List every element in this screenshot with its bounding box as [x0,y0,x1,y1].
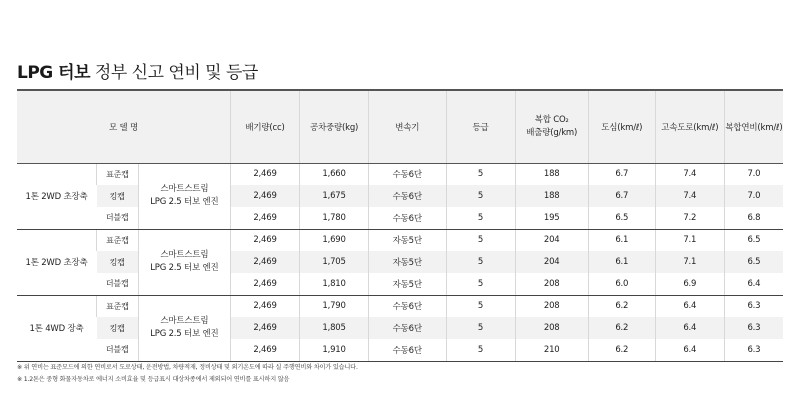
co2-cell: 195 [515,207,588,229]
table-row [17,163,783,185]
highway-cell: 6.4 [655,295,724,317]
displacement-cell: 2,469 [230,185,299,207]
grade-cell: 5 [446,185,515,207]
fuel-economy-table [17,89,783,362]
weight-cell: 1,780 [300,207,369,229]
co2-cell: 188 [515,163,588,185]
grade-cell: 5 [446,339,515,361]
header-combined: 복합연비(km/ℓ) [724,90,783,163]
city-cell: 6.0 [588,273,655,295]
highway-cell: 6.4 [655,339,724,361]
highway-cell: 7.1 [655,251,724,273]
footnote: ※ 1.2톤은 중형 화물자동차로 에너지 소비효율 및 등급표시 대상차종에서 제외되어 연비를 표시하지 않음 [17,376,290,383]
table-row [17,339,783,361]
weight-cell: 1,810 [300,273,369,295]
transmission-cell: 수동6단 [369,295,446,317]
city-cell: 6.1 [588,229,655,251]
highway-cell: 7.4 [655,163,724,185]
cab-cell: 킹캡 [97,317,139,339]
cab-cell: 킹캡 [97,185,139,207]
displacement-cell: 2,469 [230,317,299,339]
displacement-cell: 2,469 [230,229,299,251]
displacement-cell: 2,469 [230,207,299,229]
city-cell: 6.7 [588,163,655,185]
weight-cell: 1,675 [300,185,369,207]
weight-cell: 1,705 [300,251,369,273]
transmission-cell: 자동5단 [369,229,446,251]
header-model: 모 델 명 [17,90,230,163]
displacement-cell: 2,469 [230,163,299,185]
city-cell: 6.5 [588,207,655,229]
header-co2-line2: 배출량(g/km) [526,127,578,138]
engine-line2: LPG 2.5 터보 엔진 [150,329,219,339]
grade-cell: 5 [446,295,515,317]
grade-cell: 5 [446,229,515,251]
co2-cell: 210 [515,339,588,361]
table-row [17,251,783,273]
cab-cell: 더블캡 [97,339,139,361]
co2-cell: 208 [515,273,588,295]
cab-cell: 표준캡 [97,295,139,317]
grade-cell: 5 [446,317,515,339]
header-co2-line1: 복합 CO₂ [534,114,569,125]
header-co2 [515,90,588,163]
combined-cell: 6.3 [724,317,783,339]
title-bold: LPG 터보 [17,63,91,83]
combined-cell: 7.0 [724,163,783,185]
transmission-cell: 수동6단 [369,339,446,361]
displacement-cell: 2,469 [230,339,299,361]
combined-cell: 7.0 [724,185,783,207]
combined-cell: 6.5 [724,251,783,273]
engine-line1: 스마트스트림 [160,316,209,326]
engine-line1: 스마트스트림 [160,250,209,260]
grade-cell: 5 [446,163,515,185]
grade-cell: 5 [446,273,515,295]
footnotes [17,362,358,386]
cab-cell: 표준캡 [97,163,139,185]
displacement-cell: 2,469 [230,273,299,295]
table-row [17,295,783,317]
co2-cell: 208 [515,317,588,339]
combined-cell: 6.4 [724,273,783,295]
engine-cell [138,229,230,295]
weight-cell: 1,690 [300,229,369,251]
table-row [17,273,783,295]
model-cell: 1톤 2WD 초장축 [17,163,97,229]
highway-cell: 7.4 [655,185,724,207]
table-row [17,185,783,207]
weight-cell: 1,660 [300,163,369,185]
engine-line2: LPG 2.5 터보 엔진 [150,263,219,273]
table-row [17,317,783,339]
transmission-cell: 수동6단 [369,163,446,185]
highway-cell: 6.9 [655,273,724,295]
city-cell: 6.7 [588,185,655,207]
city-cell: 6.2 [588,317,655,339]
city-cell: 6.2 [588,339,655,361]
co2-cell: 204 [515,251,588,273]
header-highway: 고속도로(km/ℓ) [655,90,724,163]
weight-cell: 1,910 [300,339,369,361]
grade-cell: 5 [446,251,515,273]
highway-cell: 6.4 [655,317,724,339]
model-cell: 1톤 4WD 장축 [17,295,97,361]
cab-cell: 더블캡 [97,207,139,229]
table-body [17,163,783,361]
combined-cell: 6.3 [724,339,783,361]
engine-line2: LPG 2.5 터보 엔진 [150,197,219,207]
co2-cell: 204 [515,229,588,251]
header-displacement: 배기량(cc) [230,90,299,163]
cab-cell: 표준캡 [97,229,139,251]
engine-cell [138,295,230,361]
co2-cell: 188 [515,185,588,207]
engine-line1: 스마트스트림 [160,184,209,194]
title-rest: 정부 신고 연비 및 등급 [90,63,258,83]
header-grade: 등급 [446,90,515,163]
co2-cell: 208 [515,295,588,317]
highway-cell: 7.1 [655,229,724,251]
page-title [17,58,258,83]
weight-cell: 1,790 [300,295,369,317]
grade-cell: 5 [446,207,515,229]
displacement-cell: 2,469 [230,295,299,317]
table-row [17,207,783,229]
header-transmission: 변속기 [369,90,446,163]
cab-cell: 킹캡 [97,251,139,273]
table-row [17,229,783,251]
transmission-cell: 자동5단 [369,251,446,273]
transmission-cell: 수동6단 [369,207,446,229]
displacement-cell: 2,469 [230,251,299,273]
header-curb-weight: 공차중량(kg) [300,90,369,163]
city-cell: 6.2 [588,295,655,317]
weight-cell: 1,805 [300,317,369,339]
transmission-cell: 수동6단 [369,317,446,339]
transmission-cell: 자동5단 [369,273,446,295]
combined-cell: 6.8 [724,207,783,229]
header-city: 도심(km/ℓ) [588,90,655,163]
model-cell: 1톤 2WD 초장축 [17,229,97,295]
table-header-row [17,90,783,163]
combined-cell: 6.3 [724,295,783,317]
footnote: ※ 위 연비는 표준모드에 의한 연비로서 도로상태, 운전방법, 차량적재, 정비상태 및 외기온도에 따라 실 주행연비와 차이가 있습니다. [17,364,358,371]
transmission-cell: 수동6단 [369,185,446,207]
city-cell: 6.1 [588,251,655,273]
combined-cell: 6.5 [724,229,783,251]
highway-cell: 7.2 [655,207,724,229]
engine-cell [138,163,230,229]
cab-cell: 더블캡 [97,273,139,295]
